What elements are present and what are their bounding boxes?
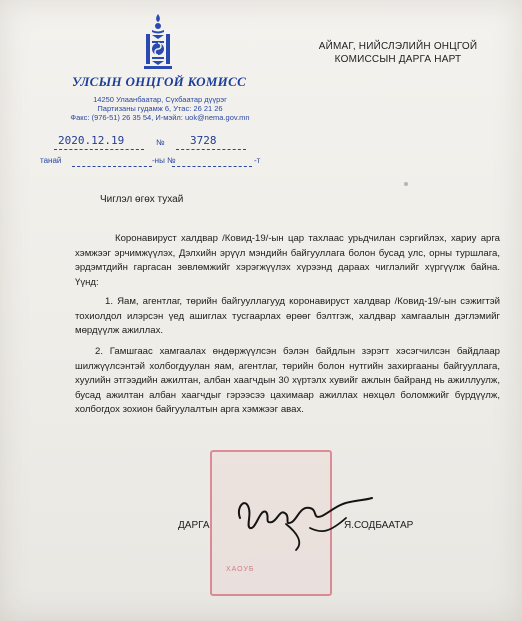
reference-underline bbox=[172, 166, 252, 167]
number-underline bbox=[176, 149, 246, 150]
reference-underline bbox=[72, 166, 152, 167]
document-date: 2020.12.19 bbox=[58, 134, 125, 147]
body-paragraph: 1. Яам, агентлаг, төрийн байгууллагууд коронавируст халдвар /Ковид-19/-ын сэжигтэй тохиолдол илэрсэн үед ашиглах тусгаарлах өрөөг бэлтгэж, халдвар хамгаалын дэглэмийг мөрдүүлж ажиллах. bbox=[75, 296, 500, 336]
number-label: № bbox=[156, 138, 165, 147]
date-underline bbox=[54, 149, 144, 150]
handwritten-signature-icon bbox=[226, 478, 376, 558]
address-line: 14250 Улаанбаатар, Сүхбаатар дүүрэг bbox=[93, 95, 227, 104]
reference-label: -ны № bbox=[152, 156, 176, 165]
organization-address bbox=[40, 95, 280, 122]
reference-row bbox=[40, 156, 280, 170]
soyombo-emblem-icon bbox=[140, 12, 176, 72]
punch-mark bbox=[404, 182, 408, 186]
date-number-row bbox=[40, 136, 240, 152]
stamp-text: ХАОУБ bbox=[226, 566, 255, 573]
signatory-name: Я.СОДБААТАР bbox=[344, 520, 414, 531]
address-line: Партизаны гудамж 6, Утас: 26 21 26 bbox=[97, 104, 223, 113]
recipient-block bbox=[288, 40, 508, 66]
recipient-line: АЙМАГ, НИЙСЛЭЛИЙН ОНЦГОЙ bbox=[318, 41, 478, 52]
body-paragraph: Коронавируст халдвар /Ковид-19/-ын цар тахлаас урьдчилан сэргийлэх, хариу арга хэмжээг эрчимжүүлэх, Дэлхийн эрүүл мэндийн байгууллага болон бусад улс, орны туршлага, эрдэмтдийн гаргасан зөвлөмжийг хэрэгжүүлэх хүрээнд дараах чиглэлийг хүргүүлж байна. Үүнд: bbox=[75, 233, 500, 288]
recipient-line: КОМИССЫН ДАРГА НАРТ bbox=[334, 54, 462, 65]
organization-name: УЛСЫН ОНЦГОЙ КОМИСС bbox=[71, 74, 247, 89]
signatory-title: ДАРГА bbox=[178, 520, 210, 531]
body-paragraph: 2. Гамшгаас хамгаалах өндөржүүлсэн бэлэн байдлын зэрэгт хэсэгчилсэн байдлаар шилжүүлсэнтэй холбогдуулан яам, агентлаг, төрийн болон нутгийн захиргааны байгууллага, хуулийн этгээдийн ажилтан, албан хаагчдын 30 хүртэлх хувийг ажлын байранд нь ажиллуулж, бусад ажилтан албан хаагчдыг гэрээсээ цахимаар ажиллах нөхцөл боломжийг бүрдүүлж, холбогдох зохион байгуулалтын арга хэмжээг авах. bbox=[75, 346, 500, 415]
reference-label: танай bbox=[40, 156, 62, 165]
reference-label: -т bbox=[254, 156, 261, 165]
address-line: Факс: (976-51) 26 35 54, И-мэйл: uok@nema.gov.mn bbox=[70, 113, 250, 122]
document-subject: Чиглэл өгөх тухай bbox=[100, 194, 184, 205]
document-number: 3728 bbox=[190, 134, 217, 147]
